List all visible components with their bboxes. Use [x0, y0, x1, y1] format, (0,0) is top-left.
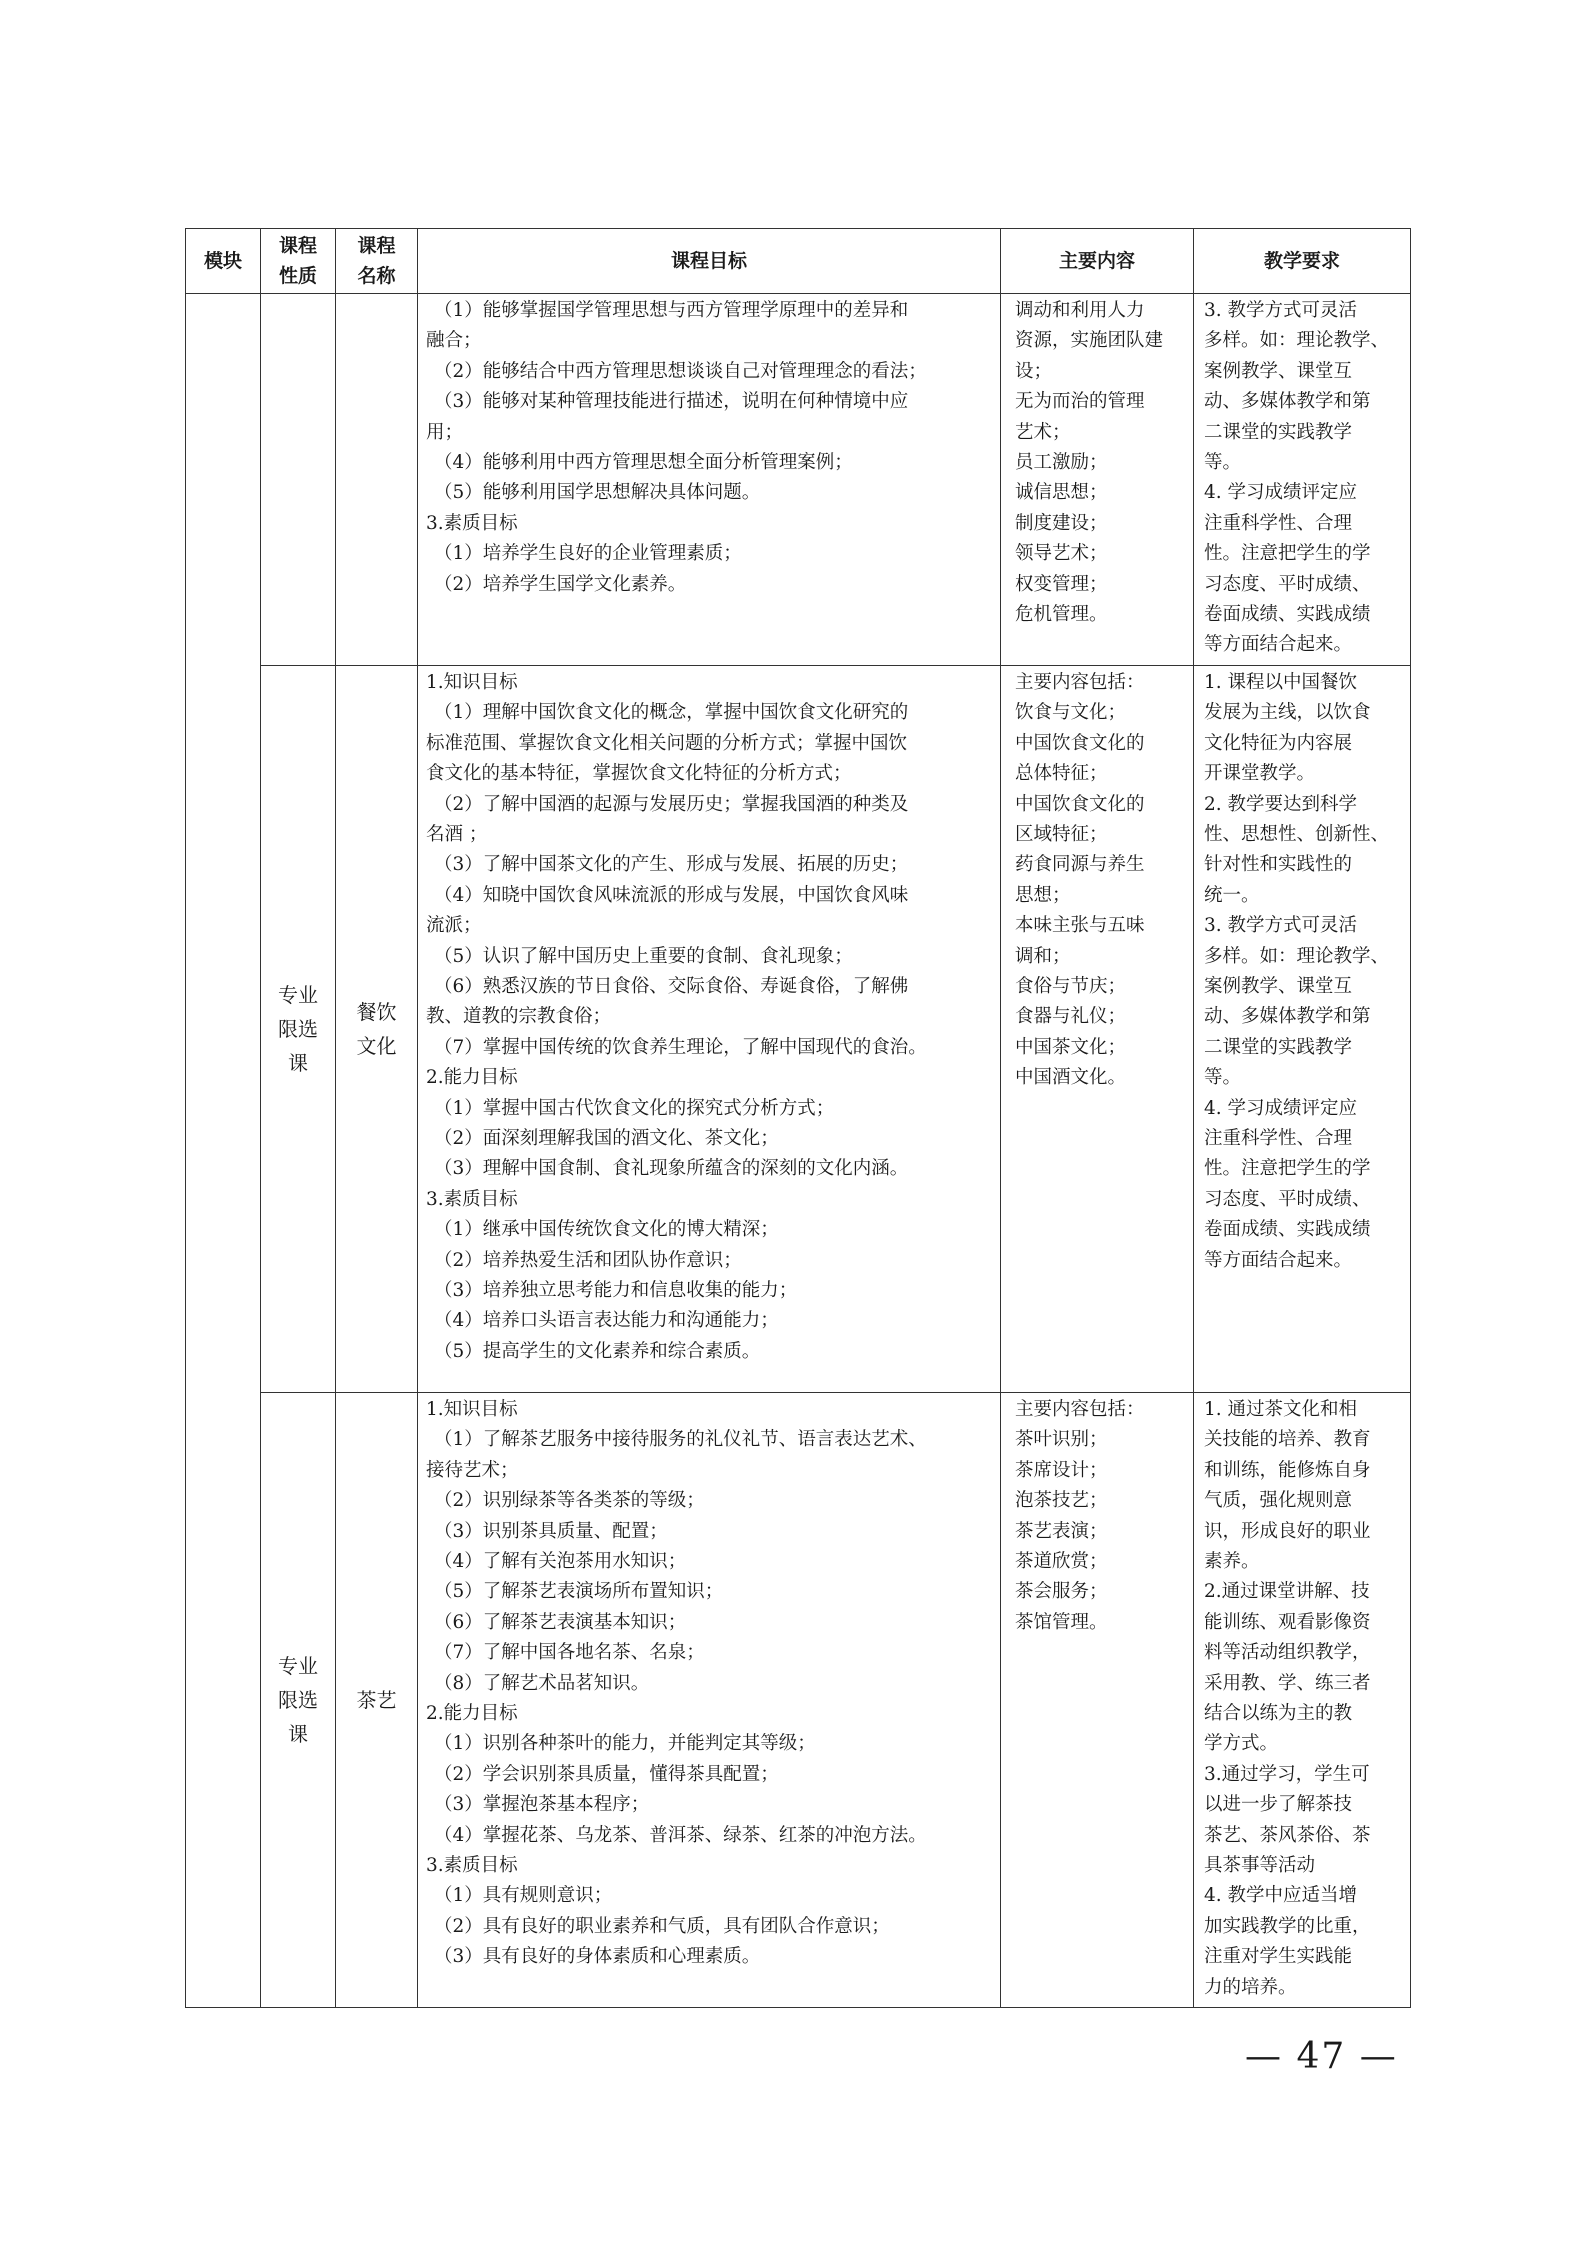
- goals-line: 2.能力目标: [426, 1702, 518, 1724]
- requirements-line: 4. 教学中应适当增: [1204, 1885, 1358, 1907]
- course-row-tea-art: [186, 1392, 1411, 2007]
- content-line: 中国饮食文化的: [1015, 793, 1145, 815]
- requirements-line: 多样。如：理论教学、: [1204, 945, 1390, 967]
- content-line: 区域特征；: [1015, 823, 1108, 845]
- requirements-line: 学方式。: [1204, 1733, 1279, 1755]
- content-line: 中国茶文化；: [1015, 1036, 1127, 1058]
- requirements-line: 采用教、学、练三者: [1204, 1672, 1371, 1694]
- goals-line: 食文化的基本特征，掌握饮食文化特征的分析方式；: [426, 763, 852, 785]
- content-line: 茶叶识别；: [1015, 1429, 1108, 1451]
- course-goals-cell: [418, 665, 1001, 1392]
- content-line: 总体特征；: [1015, 763, 1108, 785]
- goals-line: （4）了解有关泡茶用水知识；: [434, 1550, 687, 1572]
- course-nature-cell: [261, 294, 336, 666]
- goals-line: （5）认识了解中国历史上重要的食制、食礼现象；: [434, 945, 853, 967]
- requirements-line: 开课堂教学。: [1204, 763, 1316, 785]
- content-line: 艺术；: [1015, 421, 1071, 443]
- requirements-line: 3.通过学习，学生可: [1204, 1763, 1370, 1785]
- goals-line: （2）能够结合中西方管理思想谈谈自己对管理理念的看法；: [434, 360, 927, 382]
- requirements-line: 注重科学性、合理: [1204, 512, 1353, 534]
- nature-line: 限选: [278, 1016, 318, 1041]
- content-line: 诚信思想；: [1015, 482, 1108, 504]
- course-content-cell: [1001, 294, 1194, 666]
- requirements-line: 关技能的培养、教育: [1204, 1429, 1371, 1451]
- goals-line: （6）熟悉汉族的节日食俗、交际食俗、寿诞食俗，了解佛: [434, 975, 909, 997]
- course-content-cell: [1001, 1392, 1194, 2007]
- course-table: [185, 228, 1411, 2008]
- requirements-line: 能训练、观看影像资: [1204, 1611, 1371, 1633]
- content-line: 主要内容包括：: [1015, 671, 1145, 693]
- goals-line: 3.素质目标: [426, 512, 518, 534]
- requirements-line: 识，形成良好的职业: [1204, 1520, 1371, 1542]
- goals-line: （3）掌握泡茶基本程序；: [434, 1794, 650, 1816]
- goals-line: （1）具有规则意识；: [434, 1885, 613, 1907]
- content-line: 食器与礼仪；: [1015, 1006, 1127, 1028]
- nature-line: 专业: [278, 982, 318, 1007]
- header-row: [186, 229, 1411, 294]
- requirements-line: 案例教学、课堂互: [1204, 360, 1353, 382]
- goals-line: 融合；: [426, 330, 482, 352]
- content-line: 员工激励；: [1015, 452, 1108, 474]
- goals-line: （2）培养学生国学文化素养。: [434, 573, 687, 595]
- goals-line: 标准范围、掌握饮食文化相关问题的分析方式；掌握中国饮: [426, 732, 908, 754]
- goals-line: （8）了解艺术品茗知识。: [434, 1672, 650, 1694]
- requirements-line: 以进一步了解茶技: [1204, 1794, 1353, 1816]
- content-line: 制度建设；: [1015, 512, 1108, 534]
- goals-line: （3）了解中国茶文化的产生、形成与发展、拓展的历史；: [434, 854, 909, 876]
- requirements-line: 结合以练为主的教: [1204, 1702, 1353, 1724]
- requirements-line: 二课堂的实践教学: [1204, 1036, 1353, 1058]
- goals-line: 3.素质目标: [426, 1854, 518, 1876]
- requirements-line: 等方面结合起来。: [1204, 634, 1353, 656]
- goals-line: （4）培养口头语言表达能力和沟通能力；: [434, 1310, 779, 1332]
- goals-line: （1）掌握中国古代饮食文化的探究式分析方式；: [434, 1097, 835, 1119]
- goals-line: （1）理解中国饮食文化的概念，掌握中国饮食文化研究的: [434, 702, 909, 724]
- requirements-line: 3. 教学方式可灵活: [1204, 915, 1358, 937]
- goals-line: 2.能力目标: [426, 1067, 518, 1089]
- header-nature-line: 课程: [278, 235, 317, 257]
- content-line: 泡茶技艺；: [1015, 1490, 1108, 1512]
- header-content: 主要内容: [1001, 229, 1194, 294]
- requirements-line: 4. 学习成绩评定应: [1204, 1097, 1358, 1119]
- header-requirements: 教学要求: [1194, 229, 1411, 294]
- requirements-line: 注重对学生实践能: [1204, 1946, 1353, 1968]
- requirements-line: 1. 通过茶文化和相: [1204, 1398, 1358, 1420]
- header-name-lines: [336, 231, 417, 291]
- course-content-cell: [1001, 665, 1194, 1392]
- goals-line: （4）掌握花茶、乌龙茶、普洱茶、绿茶、红茶的冲泡方法。: [434, 1824, 927, 1846]
- goals-line: （5）能够利用国学思想解决具体问题。: [434, 482, 761, 504]
- requirements-line: 卷面成绩、实践成绩: [1204, 1219, 1371, 1241]
- course-requirements-cell: [1194, 665, 1411, 1392]
- content-line: 主要内容包括：: [1015, 1398, 1145, 1420]
- content-line: 药食同源与养生: [1015, 854, 1145, 876]
- requirements-line: 注重科学性、合理: [1204, 1127, 1353, 1149]
- header-name: [336, 229, 418, 294]
- header-module: 模块: [186, 229, 261, 294]
- nature-line: 课: [288, 1721, 308, 1746]
- goals-line: 名酒 ；: [426, 823, 488, 845]
- requirements-line: 3. 教学方式可灵活: [1204, 300, 1358, 321]
- goals-line: （3）能够对某种管理技能进行描述，说明在何种情境中应: [434, 391, 909, 413]
- content-line: 茶馆管理。: [1015, 1611, 1108, 1633]
- nature-line: 专业: [278, 1653, 318, 1678]
- content-line: 食俗与节庆；: [1015, 975, 1127, 997]
- goals-line: （7）掌握中国传统的饮食养生理论，了解中国现代的食治。: [434, 1036, 927, 1058]
- requirements-line: 1. 课程以中国餐饮: [1204, 671, 1358, 693]
- goals-line: 1.知识目标: [426, 1398, 518, 1420]
- goals-line: （2）识别绿茶等各类茶的等级；: [434, 1490, 705, 1512]
- requirements-line: 等方面结合起来。: [1204, 1249, 1353, 1271]
- course-name-cell: [336, 294, 418, 666]
- requirements-line: 针对性和实践性的: [1204, 854, 1353, 876]
- content-line: 领导艺术；: [1015, 543, 1108, 565]
- requirements-line: 料等活动组织教学，: [1204, 1642, 1371, 1664]
- requirements-line: 习态度、平时成绩、: [1204, 1188, 1371, 1210]
- module-cell: [186, 294, 261, 2008]
- header-nature-lines: [261, 231, 335, 291]
- content-line: 资源，实施团队建: [1015, 330, 1164, 352]
- content-line: 茶会服务；: [1015, 1581, 1108, 1603]
- content-line: 设；: [1015, 360, 1053, 382]
- requirements-line: 气质，强化规则意: [1204, 1490, 1353, 1512]
- goals-line: （1）继承中国传统饮食文化的博大精深；: [434, 1219, 779, 1241]
- content-line: 调和；: [1015, 945, 1071, 967]
- goals-line: 3.素质目标: [426, 1188, 518, 1210]
- nature-line: 限选: [278, 1687, 318, 1712]
- header-name-line: 课程: [357, 235, 396, 257]
- requirements-line: 统一。: [1204, 884, 1260, 906]
- goals-line: （2）了解中国酒的起源与发展历史；掌握我国酒的种类及: [434, 793, 909, 815]
- goals-line: （2）面深刻理解我国的酒文化、茶文化；: [434, 1127, 779, 1149]
- content-line: 无为而治的管理: [1015, 391, 1145, 413]
- course-name-cell: [336, 665, 418, 1392]
- content-line: 中国饮食文化的: [1015, 732, 1145, 754]
- goals-line: （3）培养独立思考能力和信息收集的能力；: [434, 1280, 798, 1301]
- goals-line: 用；: [426, 421, 464, 443]
- goals-line: （4）能够利用中西方管理思想全面分析管理案例；: [434, 452, 853, 474]
- header-nature-line: 性质: [278, 265, 317, 287]
- course-nature-cell: [261, 1392, 336, 2007]
- page-number: — 47 —: [1245, 2036, 1398, 2077]
- requirements-line: 动、多媒体教学和第: [1204, 1006, 1371, 1028]
- content-line: 权变管理；: [1015, 573, 1108, 595]
- goals-line: 接待艺术；: [426, 1459, 519, 1481]
- content-line: 本味主张与五味: [1015, 915, 1145, 937]
- goals-line: （2）具有良好的职业素养和气质，具有团队合作意识；: [434, 1915, 890, 1937]
- content-line: 思想；: [1015, 884, 1071, 906]
- content-line: 调动和利用人力: [1015, 300, 1145, 321]
- course-name-cell: [336, 1392, 418, 2007]
- goals-line: （1）识别各种茶叶的能力，并能判定其等级；: [434, 1733, 816, 1755]
- requirements-line: 加实践教学的比重，: [1204, 1915, 1371, 1937]
- content-line: 中国酒文化。: [1015, 1067, 1127, 1089]
- goals-line: （3）理解中国食制、食礼现象所蕴含的深刻的文化内涵。: [434, 1158, 909, 1180]
- requirements-line: 和训练，能修炼自身: [1204, 1459, 1371, 1481]
- goals-line: （2）培养热爱生活和团队协作意识；: [434, 1249, 742, 1271]
- requirements-line: 具茶事等活动: [1204, 1854, 1316, 1876]
- requirements-line: 文化特征为内容展: [1204, 732, 1353, 754]
- course-nature-cell: [261, 665, 336, 1392]
- header-name-line: 名称: [357, 265, 396, 287]
- goals-line: （4）知晓中国饮食风味流派的形成与发展，中国饮食风味: [434, 884, 909, 906]
- goals-line: （5）提高学生的文化素养和综合素质。: [434, 1340, 761, 1362]
- requirements-line: 力的培养。: [1204, 1976, 1297, 1998]
- name-line: 餐饮: [356, 999, 397, 1024]
- requirements-line: 动、多媒体教学和第: [1204, 391, 1371, 413]
- name-line: 文化: [356, 1033, 397, 1058]
- course-row-management: [186, 294, 1411, 666]
- goals-line: 流派；: [426, 915, 482, 937]
- content-line: 危机管理。: [1015, 604, 1108, 626]
- goals-line: 1.知识目标: [426, 671, 518, 693]
- requirements-line: 性。注意把学生的学: [1204, 543, 1371, 565]
- content-line: 茶艺表演；: [1015, 1520, 1108, 1542]
- requirements-line: 2. 教学要达到科学: [1204, 793, 1358, 815]
- header-goals: 课程目标: [418, 229, 1001, 294]
- goals-line: （7）了解中国各地名茶、名泉；: [434, 1642, 705, 1664]
- goals-line: （3）具有良好的身体素质和心理素质。: [434, 1946, 761, 1968]
- course-requirements-cell: [1194, 1392, 1411, 2007]
- requirements-line: 等。: [1204, 452, 1242, 474]
- goals-line: （3）识别茶具质量、配置；: [434, 1520, 668, 1542]
- course-goals-cell: [418, 294, 1001, 666]
- requirements-line: 发展为主线，以饮食: [1204, 702, 1371, 724]
- requirements-line: 案例教学、课堂互: [1204, 975, 1353, 997]
- goals-line: （6）了解茶艺表演基本知识；: [434, 1611, 687, 1633]
- requirements-line: 等。: [1204, 1067, 1242, 1089]
- requirements-line: 2.通过课堂讲解、技: [1204, 1581, 1370, 1603]
- requirements-line: 二课堂的实践教学: [1204, 421, 1353, 443]
- content-line: 茶席设计；: [1015, 1459, 1108, 1481]
- goals-line: 教、道教的宗教食俗；: [426, 1006, 612, 1028]
- content-line: 茶道欣赏；: [1015, 1550, 1108, 1572]
- goals-line: （1）能够掌握国学管理思想与西方管理学原理中的差异和: [434, 300, 909, 321]
- course-goals-cell: [418, 1392, 1001, 2007]
- course-row-catering-culture: [186, 665, 1411, 1392]
- requirements-line: 性。注意把学生的学: [1204, 1158, 1371, 1180]
- name-line: 茶艺: [356, 1687, 397, 1712]
- goals-line: （1）了解茶艺服务中接待服务的礼仪礼节、语言表达艺术、: [434, 1429, 927, 1451]
- requirements-line: 多样。如：理论教学、: [1204, 330, 1390, 352]
- goals-line: （5）了解茶艺表演场所布置知识；: [434, 1581, 724, 1603]
- requirements-line: 卷面成绩、实践成绩: [1204, 604, 1371, 626]
- requirements-line: 性、思想性、创新性、: [1204, 823, 1390, 845]
- nature-line: 课: [288, 1050, 308, 1075]
- requirements-line: 素养。: [1204, 1550, 1260, 1572]
- goals-line: （2）学会识别茶具质量，懂得茶具配置；: [434, 1763, 779, 1785]
- goals-line: （1）培养学生良好的企业管理素质；: [434, 543, 742, 565]
- requirements-line: 茶艺、茶风茶俗、茶: [1204, 1824, 1371, 1846]
- course-requirements-cell: [1194, 294, 1411, 666]
- header-nature: [261, 229, 336, 294]
- requirements-line: 4. 学习成绩评定应: [1204, 482, 1358, 504]
- requirements-line: 习态度、平时成绩、: [1204, 573, 1371, 595]
- content-line: 饮食与文化；: [1015, 702, 1127, 724]
